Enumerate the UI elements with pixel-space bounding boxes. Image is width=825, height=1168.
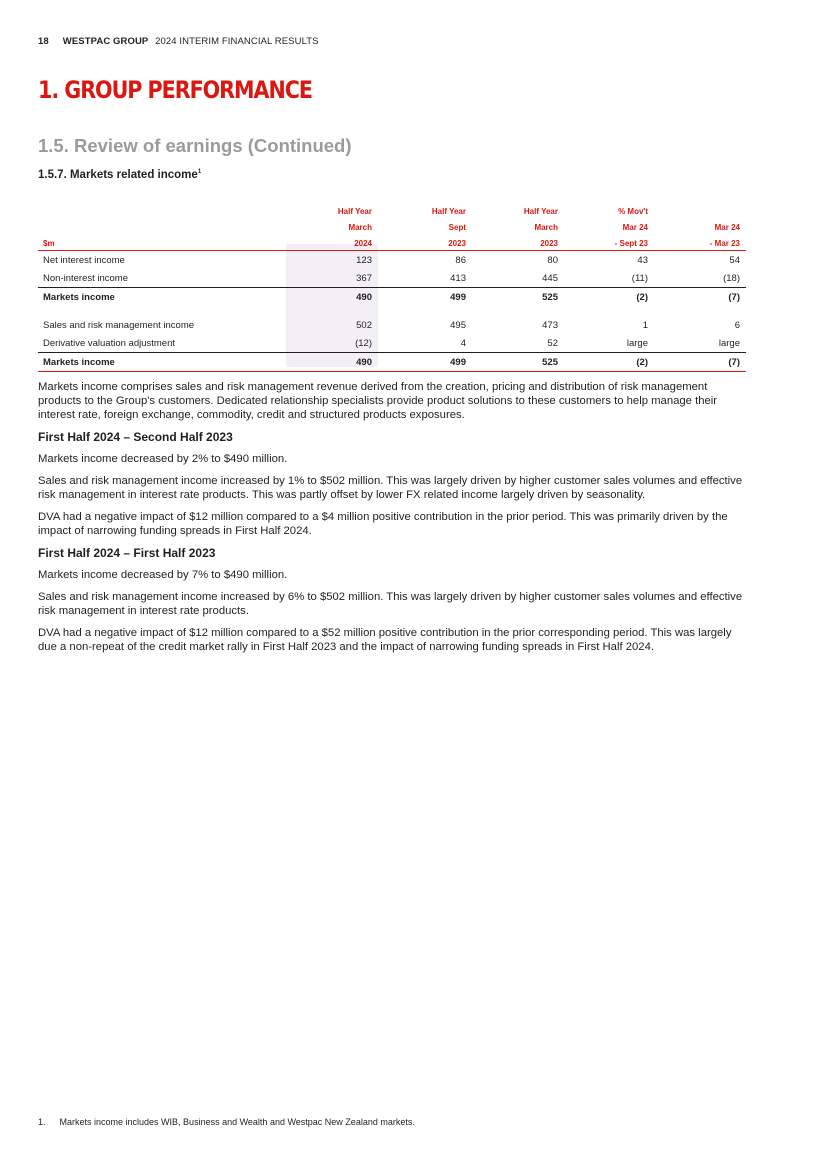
header-row: [38, 200, 746, 216]
row-label: Derivative valuation adjustment: [43, 337, 176, 349]
table-cell: 499: [378, 288, 472, 307]
column-header: March: [348, 223, 372, 232]
section1-paragraph-1: Markets income decreased by 2% to $490 million.: [38, 453, 288, 465]
column-header: % Mov't: [618, 207, 648, 216]
markets-income-table: [38, 200, 746, 372]
section1-heading: First Half 2024 – Second Half 2023: [38, 430, 233, 444]
table-cell: 4: [460, 337, 466, 349]
table-cell: 525: [472, 353, 564, 372]
table-cell: 54: [729, 254, 740, 266]
commentary: [38, 380, 746, 662]
header-row: [38, 216, 746, 232]
row-label: Net interest income: [43, 254, 125, 266]
row-label: Sales and risk management income: [43, 319, 195, 331]
column-header: Half Year: [431, 207, 466, 216]
table-cell: 367: [356, 272, 372, 284]
section2-paragraph-1: Markets income decreased by 7% to $490 million.: [38, 569, 288, 581]
table-row: [38, 316, 746, 334]
column-header: Half Year: [337, 207, 372, 216]
table-cell: large: [718, 337, 740, 349]
table-cell: (7): [654, 353, 746, 372]
table-cell: 445: [542, 272, 558, 284]
header-row: [38, 232, 746, 251]
row-label: Markets income: [38, 353, 286, 372]
page-title: 1. GROUP PERFORMANCE: [38, 76, 312, 104]
table-cell: (18): [723, 272, 740, 284]
table-cell: 6: [734, 319, 740, 331]
column-header: March: [534, 223, 558, 232]
page-number: 18: [38, 36, 49, 47]
spacer-cell: [38, 306, 746, 316]
column-header: 2023: [378, 232, 472, 251]
table-cell: 86: [455, 254, 466, 266]
footnote-ref: 1: [197, 169, 202, 176]
column-header: Mar 24: [622, 223, 648, 232]
footnote: [38, 1117, 415, 1127]
column-header: - Mar 23: [654, 232, 746, 251]
table-cell: 80: [547, 254, 558, 266]
column-header: Sept: [448, 223, 466, 232]
table-cell: (11): [631, 272, 648, 284]
table-cell: 43: [637, 254, 648, 266]
section-heading-text: 1.5.7. Markets related income: [38, 169, 198, 181]
table-cell: (2): [564, 288, 654, 307]
table-row: [38, 251, 746, 270]
column-header: - Sept 23: [564, 232, 654, 251]
footnote-text: Markets income includes WIB, Business and Wealth and Westpac New Zealand markets.: [59, 1117, 415, 1127]
header-group: WESTPAC GROUP: [62, 36, 149, 47]
column-header: Half Year: [523, 207, 558, 216]
table-cell: 502: [356, 319, 372, 331]
column-header: 2024: [286, 232, 378, 251]
footnote-number: 1.: [38, 1117, 46, 1127]
table-cell: 490: [286, 288, 378, 307]
table-cell: 495: [450, 319, 466, 331]
table-cell: 52: [547, 337, 558, 349]
table-cell: 413: [450, 272, 466, 284]
table-cell: (12): [355, 337, 372, 349]
column-header: [38, 200, 286, 216]
spacer-row: [38, 306, 746, 316]
section2-paragraph-3: DVA had a negative impact of $12 million compared to a $52 million positive contribution in the prior corresponding period. This was largely due a non-repeat of the credit market rally in First Half 2023 and the impact of narrowing funding spreads in First Half 2024.: [38, 627, 732, 653]
table-row: [38, 288, 746, 307]
table-row: [38, 353, 746, 372]
table-row: [38, 334, 746, 353]
table-row: [38, 269, 746, 288]
column-header: Mar 24: [714, 223, 740, 232]
table-cell: 525: [472, 288, 564, 307]
section1-paragraph-2: Sales and risk management income increased by 1% to $502 million. This was largely driven by higher customer sales volumes and effective risk management in interest rate products. This was partly offset by lower FX related income largely driven by seasonality.: [38, 475, 743, 501]
intro-paragraph: Markets income comprises sales and risk management revenue derived from the creation, pricing and distribution of risk management products to the Group's customers. Dedicated relationship specialists provide product solutions to these customers to help manage their interest rate, foreign exchange, commodity, credit and structured products exposures.: [38, 381, 718, 421]
table-body: [38, 251, 746, 372]
section1-paragraph-3: DVA had a negative impact of $12 million compared to a $4 million positive contribution in the prior period. This was primarily driven by the impact of narrowing funding spreads in First Half 2024.: [38, 511, 728, 537]
section-heading: [38, 169, 201, 181]
page-header: [38, 36, 319, 47]
column-header: 2023: [472, 232, 564, 251]
table-cell: 123: [356, 254, 372, 266]
column-header: [654, 200, 746, 216]
table-cell: 1: [642, 319, 648, 331]
column-header: $m: [38, 232, 286, 251]
header-report: 2024 INTERIM FINANCIAL RESULTS: [155, 36, 319, 47]
table-cell: (2): [564, 353, 654, 372]
table-cell: (7): [654, 288, 746, 307]
table-header: [38, 200, 746, 251]
table-cell: 490: [286, 353, 378, 372]
table-cell: large: [626, 337, 648, 349]
table-cell: 499: [378, 353, 472, 372]
section2-paragraph-2: Sales and risk management income increased by 6% to $502 million. This was largely driven by higher customer sales volumes and effective risk management in interest rate products.: [38, 591, 743, 617]
section2-heading: First Half 2024 – First Half 2023: [38, 546, 216, 560]
markets-income-table-wrap: [38, 200, 746, 372]
row-label: Markets income: [38, 288, 286, 307]
row-label: Non-interest income: [43, 272, 129, 284]
section-subtitle: 1.5. Review of earnings (Continued): [38, 135, 352, 156]
column-header: [38, 216, 286, 232]
table-cell: 473: [542, 319, 558, 331]
